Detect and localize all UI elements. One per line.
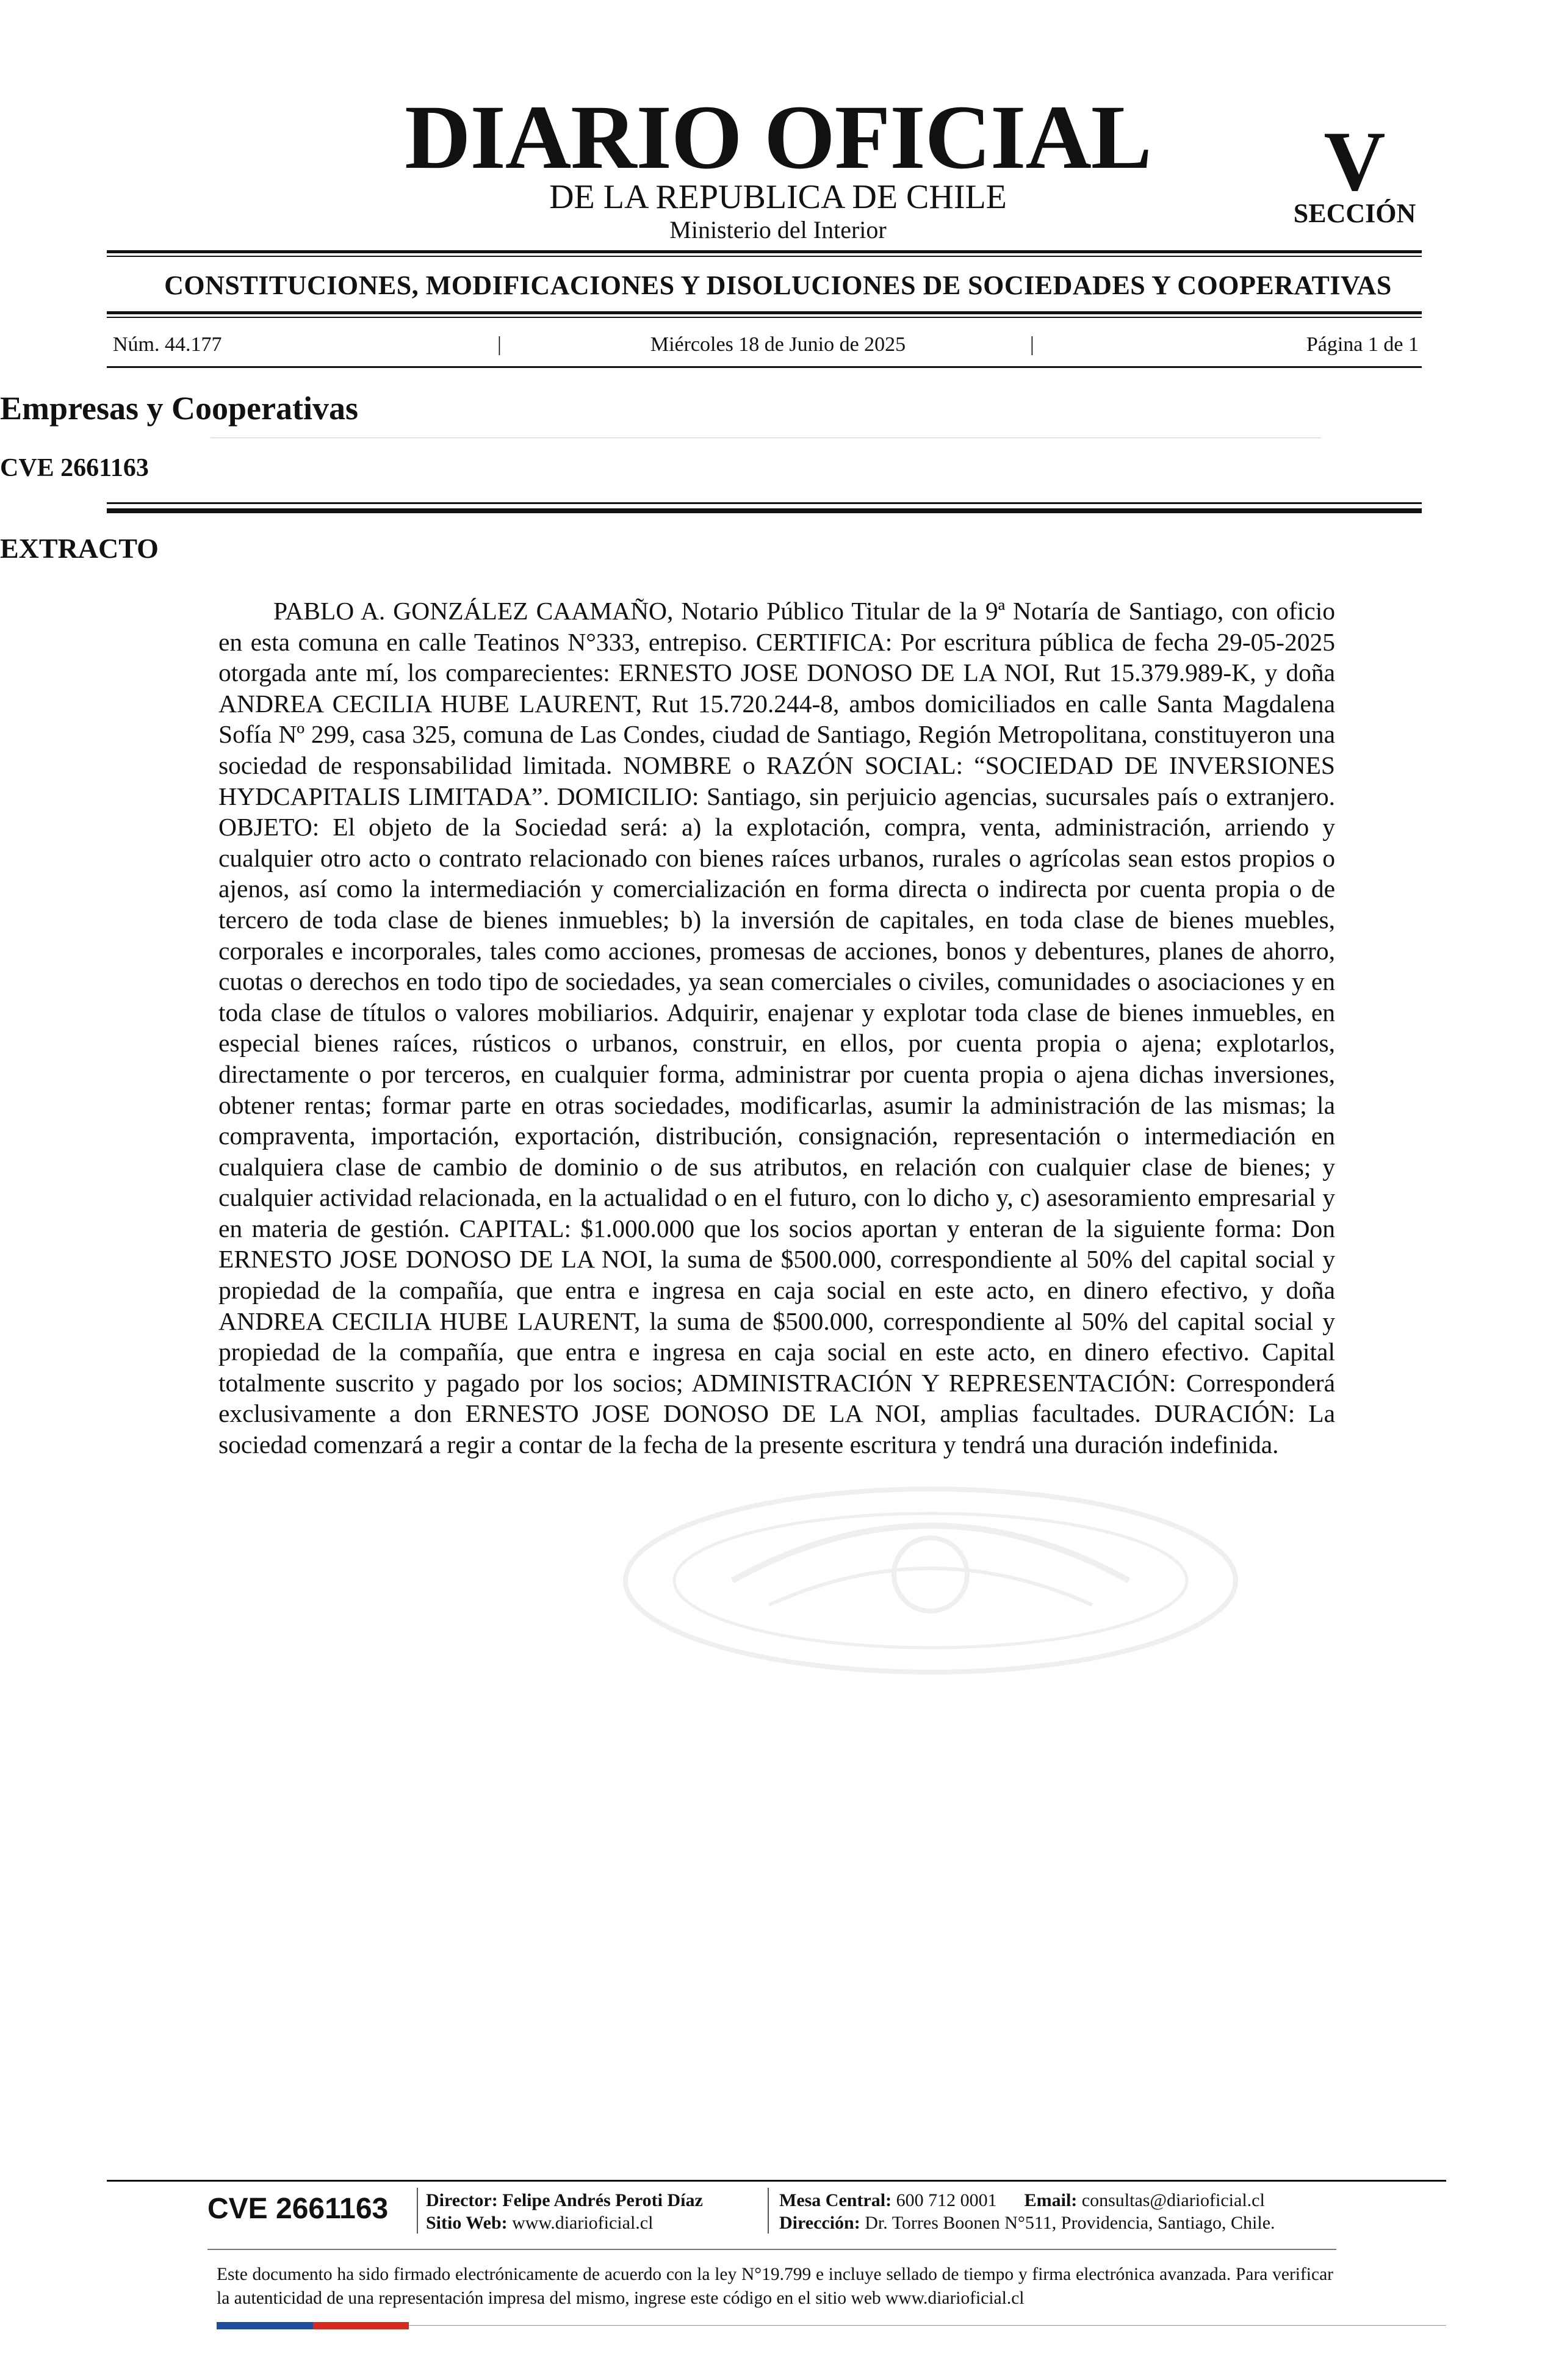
seal-watermark [610,1459,1251,1678]
email-label: Email: [1024,2190,1078,2210]
footer-contact [779,2191,1265,2210]
flag-bar-blue [217,2322,313,2329]
issue-date: Miércoles 18 de Junio de 2025 [650,333,906,356]
website-link[interactable]: www.diarioficial.cl [512,2213,654,2233]
email-link[interactable]: consultas@diarioficial.cl [1081,2190,1265,2210]
masthead-subtitle: DE LA REPUBLICA DE CHILE [549,178,1007,216]
issue-number: Núm. 44.177 [113,333,222,356]
flag-bar [217,2322,409,2329]
page-indicator: Página 1 de 1 [1306,333,1419,356]
section-heading: Empresas y Cooperativas [0,390,358,427]
footer-rule-bottom [409,2325,1446,2326]
header-rule-top-thin [107,256,1422,257]
website-label: Sitio Web: [426,2213,508,2233]
director-label: Director: [426,2190,498,2210]
issue-separator: | [497,333,502,356]
footer-rule-mid [207,2249,1336,2250]
category-rule-bottom-thin [107,317,1422,318]
address-value: Dr. Torres Boonen N°511, Providencia, Santiago, Chile. [865,2213,1275,2233]
infobar-rule-bottom [107,366,1422,368]
footer-notice: Este documento ha sido firmado electrónicamente de acuerdo con la ley N°19.799 e incluye sellado de tiempo y firma electrónica avanzada. Para verificar la autenticidad de una representación impresa del mismo, ingrese este código en el sitio web www.diarioficial.cl [217,2265,1333,2308]
cve-code: CVE 2661163 [0,454,149,482]
category-rule-bottom [107,311,1422,314]
section-word: SECCIÓN [1293,198,1416,228]
footer-address [779,2214,1275,2232]
address-label: Dirección: [779,2213,860,2233]
section-letter: V [1324,114,1386,209]
phone-label: Mesa Central: [779,2190,892,2210]
masthead-title: DIARIO OFICIAL [405,87,1151,188]
category-title: CONSTITUCIONES, MODIFICACIONES Y DISOLUCIONES DE SOCIEDADES Y COOPERATIVAS [164,270,1392,300]
director-name: Felipe Andrés Peroti Díaz [502,2190,703,2210]
footer-website [426,2214,653,2232]
footer-divider [768,2188,769,2234]
masthead-ministry: Ministerio del Interior [669,216,887,243]
footer-director [426,2191,703,2210]
footer-divider [417,2188,418,2234]
header-rule-top [107,250,1422,253]
cve-rule-top [107,502,1422,504]
document-body: PABLO A. GONZÁLEZ CAAMAÑO, Notario Público Titular de la 9ª Notaría de Santiago, con oficio en esta comuna en calle Teatinos N°333, entrepiso. CERTIFICA: Por escritura pública de fecha 29-05-2025 otorgada ante mí, los comparecientes: ERNESTO JOSE DONOSO DE LA NOI, Rut 15.379.989-K, y doña ANDREA CECILIA HUBE LAURENT, Rut 15.720.244-8, ambos domiciliados en calle Santa Magdalena Sofía Nº 299, casa 325, comuna de Las Condes, ciudad de Santiago, Región Metropolitana, constituyeron una sociedad de responsabilidad limitada. NOMBRE o RAZÓN SOCIAL: “SOCIEDAD DE INVERSIONES HYDCAPITALIS LIMITADA”. DOMICILIO: Santiago, sin perjuicio agencias, sucursales país o extranjero. OBJETO: El objeto de la Sociedad será: a) la explotación, compra, venta, administración, arriendo y cualquier otro acto o contrato relacionado con bienes raíces urbanos, rurales o agrícolas sean estos propios o ajenos, así como la intermediación y comercialización en forma directa o indirecta por cuenta propia o de tercero de toda clase de bienes inmuebles; b) la inversión de capitales, en toda clase de bienes muebles, corporales e incorporales, tales como acciones, promesas de acciones, bonos y debentures, planes de ahorro, cuotas o derechos en todo tipo de sociedades, ya sean comerciales o civiles, comunidades o asociaciones y en toda clase de títulos o valores mobiliarios. Adquirir, enajenar y explotar toda clase de bienes inmuebles, en especial bienes raíces, rústicos o urbanos, construir, en ellos, por cuenta propia o ajena; explotarlos, directamente o por terceros, en cualquier forma, administrar por cuenta propia o ajena dichas inversiones, obtener rentas; formar parte en otras sociedades, modificarlas, asumir la administración de las mismas; la compraventa, importación, exportación, distribución, consignación, representación o intermediación en cualquiera clase de cambio de dominio o de sus atributos, en relación con cualquier clase de bienes; y cualquier actividad relacionada, en la actualidad o en el futuro, con lo dicho y, c) asesoramiento empresarial y en materia de gestión. CAPITAL: $1.000.000 que los socios aportan y enteran de la siguiente forma: Don ERNESTO JOSE DONOSO DE LA NOI, la suma de $500.000, correspondiente al 50% del capital social y propiedad de la compañía, que entra e ingresa en caja social en este acto, en dinero efectivo, y doña ANDREA CECILIA HUBE LAURENT, la suma de $500.000, correspondiente al 50% del capital social y propiedad de la compañía, que entra e ingresa en caja social en este acto, en dinero efectivo. Capital totalmente suscrito y pagado por los socios; ADMINISTRACIÓN Y REPRESENTACIÓN: Corresponderá exclusivamente a don ERNESTO JOSE DONOSO DE LA NOI, amplias facultades. DURACIÓN: La sociedad comenzará a regir a contar de la fecha de la presente escritura y tendrá una duración indefinida. [218,597,1335,1459]
document-title: EXTRACTO [0,533,159,564]
issue-separator: | [1030,333,1034,356]
phone-number: 600 712 0001 [896,2190,997,2210]
cve-rule-bottom [107,508,1422,513]
footer-cve: CVE 2661163 [207,2193,389,2225]
flag-bar-red [313,2322,409,2329]
footer-rule-top [107,2180,1446,2182]
